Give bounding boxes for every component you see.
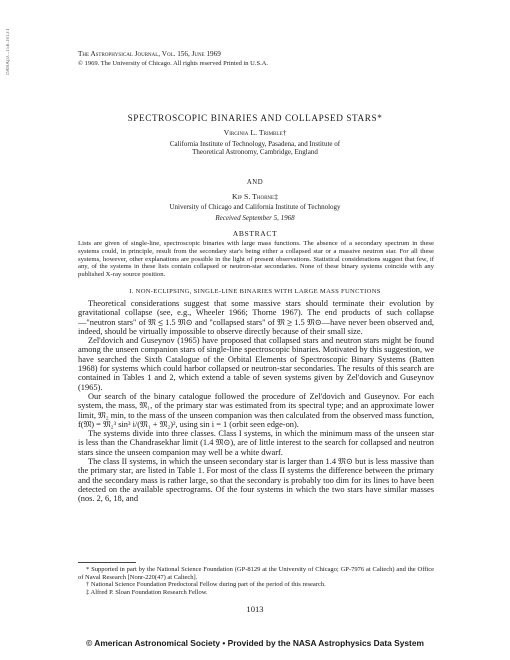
journal-line: The Astrophysical Journal, Vol. 156, June 1969: [78, 50, 221, 58]
author-2-affiliation: [0, 203, 510, 211]
author-2-name: Kip S. Thorne‡: [231, 192, 278, 201]
paragraph: The class II systems, in which the unseen secondary star is larger than 1.4 𝔐⊙ but is less massive than the primary star, are listed in Table 1. For most of the class II systems the difference between the primary and the secondary mass is rather large, so that the secondary is probably too dim for its lines to have been detected on the available spectrograms. Of the four systems in which the two stars have similar masses (nos. 2, 6, 18, and: [78, 457, 434, 504]
author-1-affiliation-line: California Institute of Technology, Pasadena, and Institute of: [169, 140, 341, 148]
author-1-name: Virginia L. Trimble†: [223, 128, 287, 137]
footnotes: [78, 566, 434, 596]
footnote: * Supported in part by the National Science Foundation (GP-8129 at the University of Chicago; GP-7976 at Caltech) and the Office of Naval Research [Nonr-220(47) at Caltech].: [78, 566, 434, 581]
ads-footer: © American Astronomical Society • Provided by the NASA Astrophysics Data System: [86, 638, 424, 648]
paragraph: Our search of the binary catalogue followed the procedure of Zel'dovich and Guseynov. For each system, the mass, 𝔐₁, of the primary star was estimated from its spectral type; and an approximate lower limit, 𝔐₂ min, to the mass of the unseen companion was then calculated from the observed mass function, f(𝔐) = 𝔐₂³ sin³ i/(𝔐₁ + 𝔐₂)², using sin i = 1 (orbit seen edge-on).: [78, 391, 434, 429]
copyright-line: © 1969. The University of Chicago. All rights reserved Printed in U.S.A.: [78, 60, 269, 67]
abstract-heading: ABSTRACT: [232, 229, 278, 238]
page-number: 1013: [246, 604, 264, 614]
received-date: Received September 5, 1968: [215, 214, 295, 222]
paragraph: The systems divide into three classes. Class I systems, in which the minimum mass of the unseen star is less than the Chandrasekhar limit (1.4 𝔐⊙), are of little interest to the search for collapsed and neutron stars since the unseen companion may well be a white dwarf.: [78, 429, 434, 457]
bibcode-stamp: 1969ApJ...156.1013T: [6, 28, 11, 76]
author-1-affiliation: [0, 140, 510, 157]
body-text: [78, 299, 434, 504]
abstract-text: Lists are given of single-line, spectroscopic binaries with large mass functions. The absence of a secondary spectrum in these systems could, in principle, result from the secondary star's being either a collapsed star or a massive neutron star. For all these systems, however, other explanations are possible in the light of present observations. Statistical considerations suggest that few, if any, of the systems in these lists contain collapsed or neutron-star secondaries. None of these binary systems coincide with any published X-ray source position.: [78, 240, 434, 279]
paper-title: SPECTROSCOPIC BINARIES AND COLLAPSED STARS*: [127, 113, 383, 123]
footnote: ‡ Alfred P. Sloan Foundation Research Fellow.: [86, 588, 208, 596]
footnote-rule: [78, 562, 136, 563]
paragraph: Zel'dovich and Guseynov (1965) have proposed that collapsed stars and neutron stars might be found among the unseen companion stars of single-line spectroscopic binaries. Motivated by this suggestion, we have searched the Sixth Catalogue of the Orbital Elements of Spectroscopic Binary Systems (Batten 1968) for systems which could harbor collapsed or neutron-star secondaries. The results of this search are contained in Tables 1 and 2, which extend a table of seven systems given by Zel'dovich and Guseynov (1965).: [78, 336, 434, 392]
author-1-affiliation-line: Theoretical Astronomy, Cambridge, England: [192, 148, 318, 157]
paragraph: Theoretical considerations suggest that some massive stars should terminate their evolution by gravitational collapse (see, e.g., Wheeler 1966; Thorne 1967). The end products of such collapse—"neutron stars" of 𝔐 ≲ 1.5 𝔐⊙ and "collapsed stars" of 𝔐 ≳ 1.5 𝔐⊙—have never been observed and, indeed, should be virtually impossible to observe directly because of their small size.: [78, 299, 434, 336]
footnote: † National Science Foundation Predoctoral Fellow during part of the period of this research.: [86, 581, 326, 589]
author-2-affiliation-line: University of Chicago and California Institute of Technology: [169, 203, 341, 211]
and-separator: AND: [246, 179, 264, 186]
section-heading: I. NON-ECLIPSING, SINGLE-LINE BINARIES WITH LARGE MASS FUNCTIONS: [129, 288, 381, 295]
